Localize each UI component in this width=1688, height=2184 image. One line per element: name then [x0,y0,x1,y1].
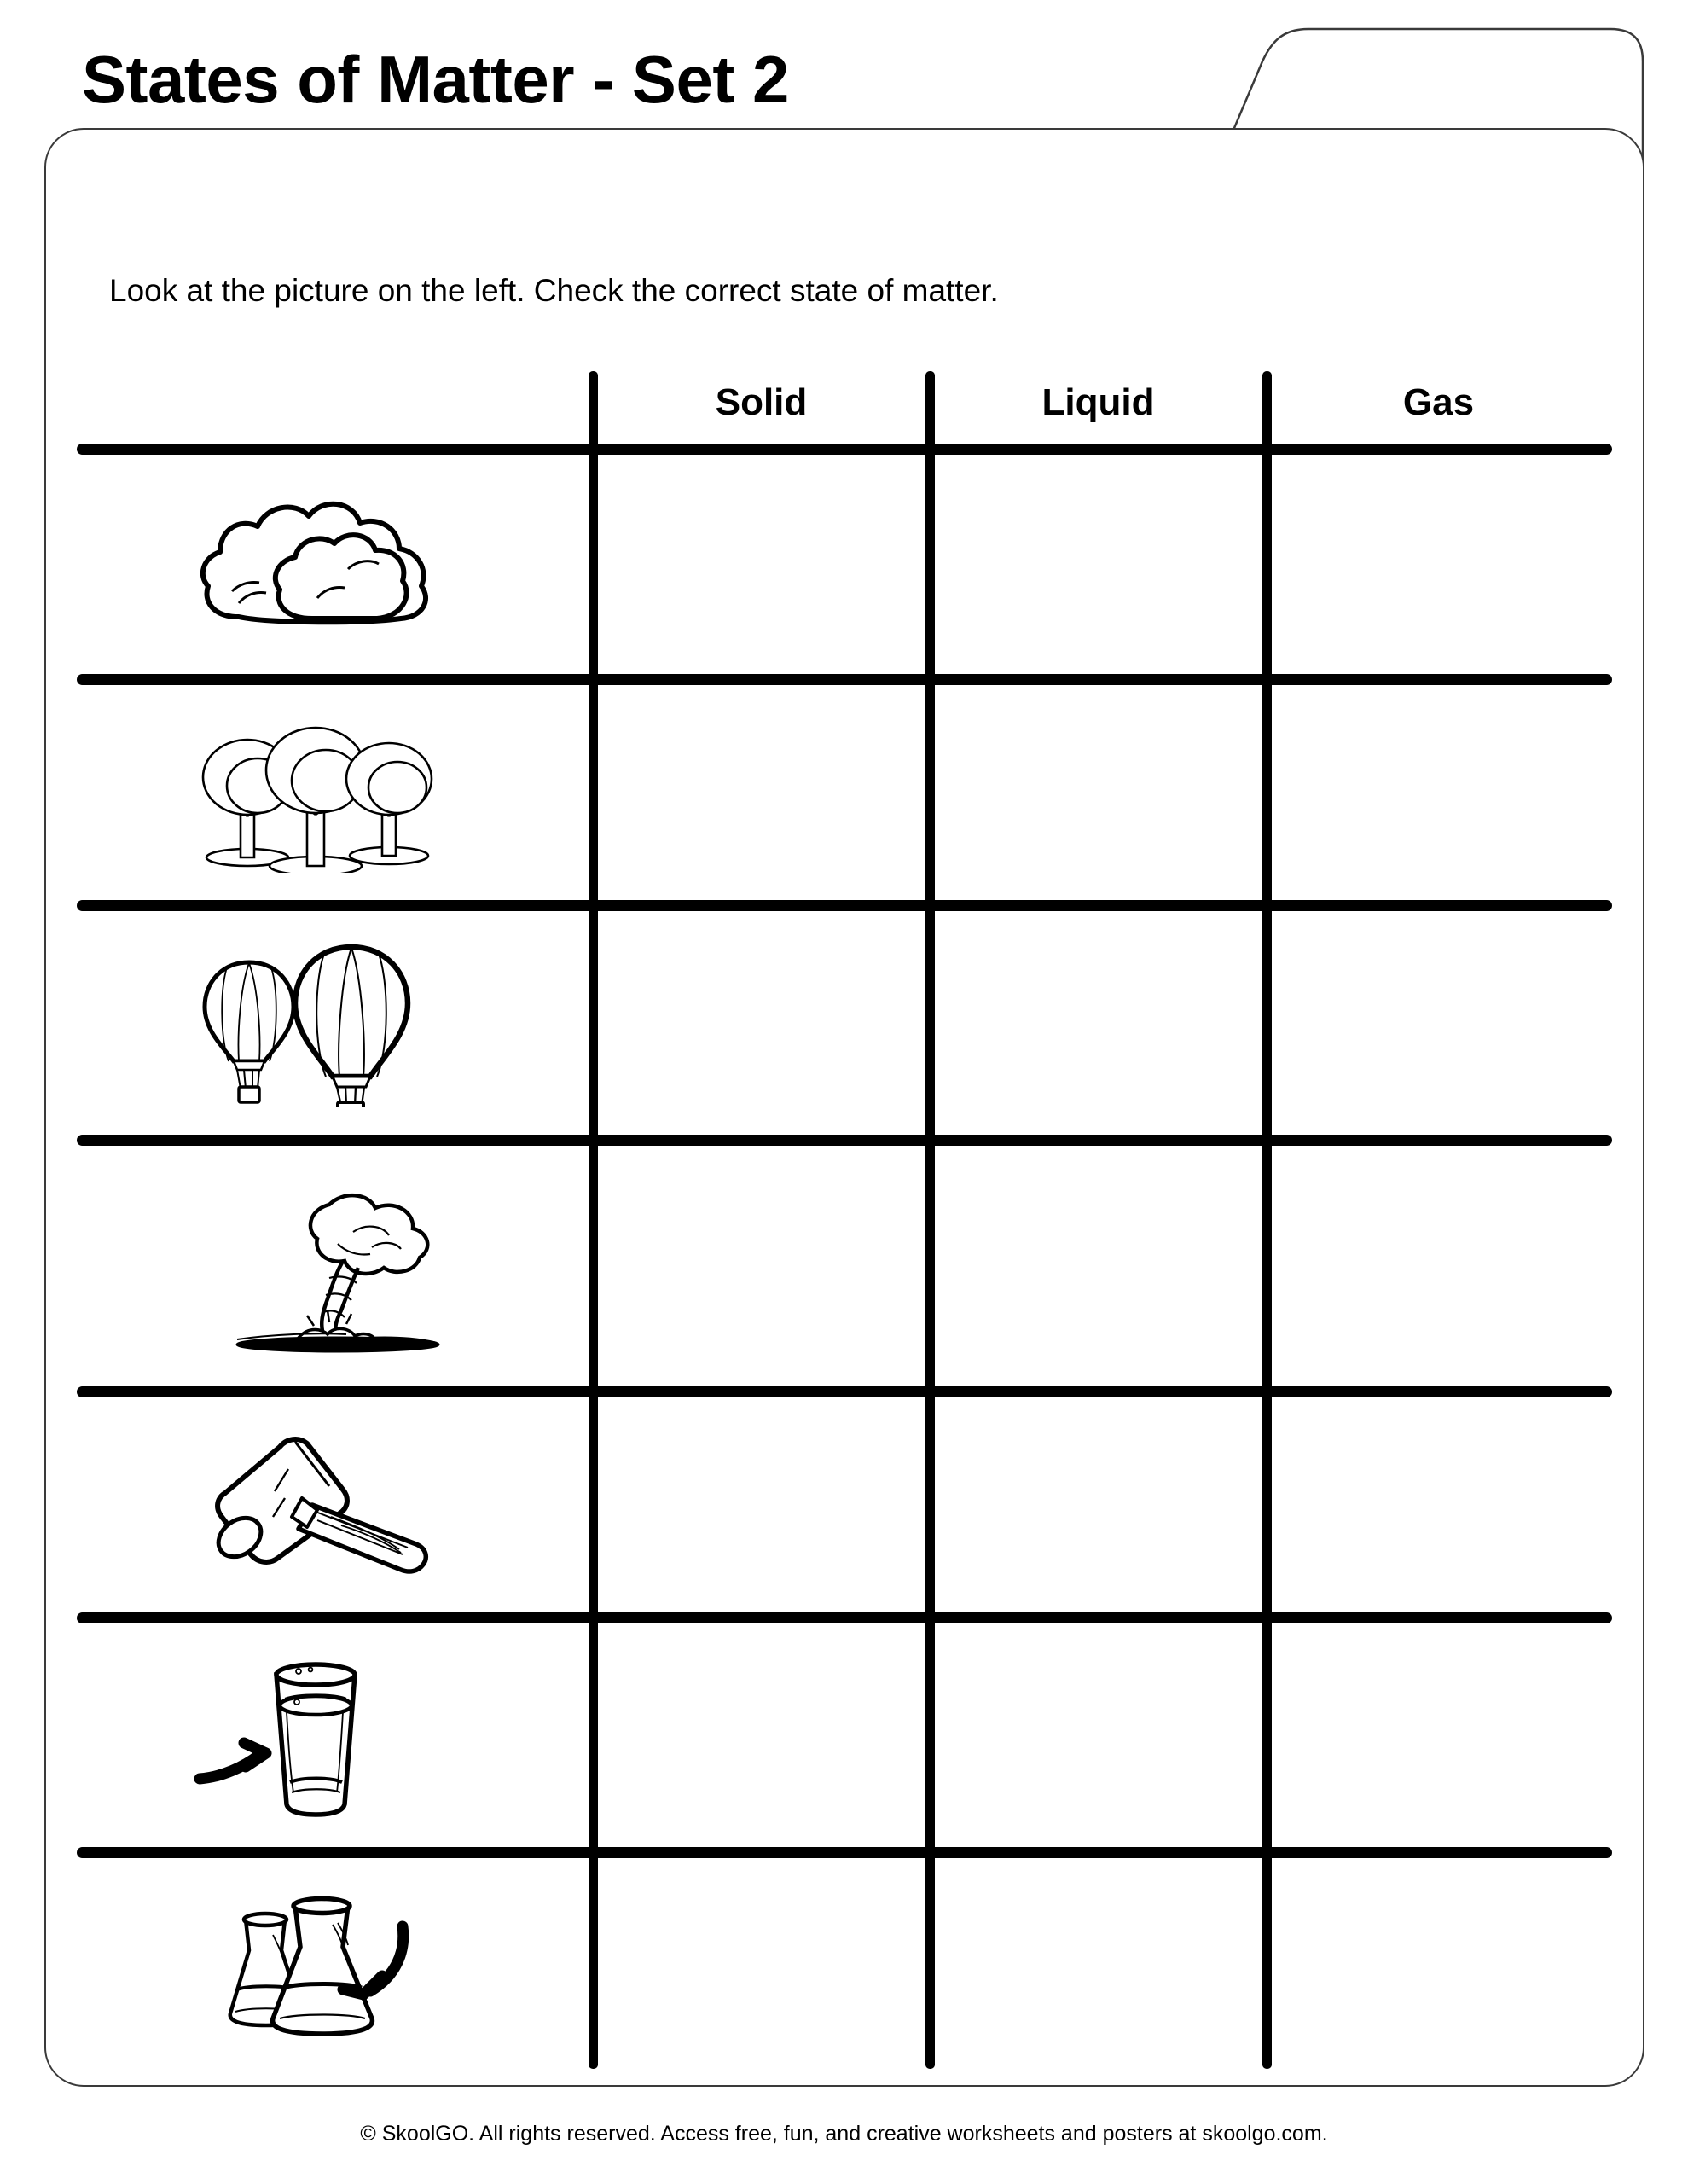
answer-cell-flasks-liquid[interactable] [934,1856,1258,2069]
answer-cell-balloons-solid[interactable] [597,909,921,1130]
answer-cell-smoke-solid[interactable] [597,1143,921,1382]
mallet-icon [188,1423,444,1585]
column-header-solid: Solid [715,381,808,423]
answer-cell-smoke-liquid[interactable] [934,1143,1258,1382]
answer-cell-smoke-gas[interactable] [1271,1143,1604,1382]
picture-cell-glass-of-water [77,1625,554,1843]
footer-copyright: © SkoolGO. All rights reserved. Access free, fun, and creative worksheets and posters at skoolgo.com. [360,2122,1328,2146]
answer-cell-water-solid[interactable] [597,1621,921,1843]
answer-cell-mallet-liquid[interactable] [934,1395,1258,1612]
picture-cell-trees [77,687,554,896]
trees-icon [188,711,444,873]
answer-cell-water-gas[interactable] [1271,1621,1604,1843]
answer-cell-trees-solid[interactable] [597,682,921,896]
answer-cell-cloud-liquid[interactable] [934,452,1258,670]
answer-cell-balloons-gas[interactable] [1271,909,1604,1130]
picture-cell-mallet [77,1399,554,1608]
instruction-text: Look at the picture on the left. Check the correct state of matter. [109,273,999,308]
answer-cell-water-liquid[interactable] [934,1621,1258,1843]
smoke-plume-icon [188,1176,444,1355]
answer-cell-cloud-gas[interactable] [1271,452,1604,670]
answer-cell-balloons-liquid[interactable] [934,909,1258,1130]
answer-cell-cloud-solid[interactable] [597,452,921,670]
answer-cell-flasks-gas[interactable] [1271,1856,1604,2069]
column-header-gas: Gas [1402,381,1475,423]
answer-cell-mallet-solid[interactable] [597,1395,921,1612]
picture-cell-cloud [77,461,554,670]
answer-cell-flasks-solid[interactable] [597,1856,921,2069]
cloud-icon [188,489,444,642]
flasks-icon [188,1884,444,2046]
glass-of-water-icon [188,1649,444,1820]
arrow-into-glass [200,1743,266,1779]
picture-cell-flasks [77,1860,554,2069]
answer-cell-trees-gas[interactable] [1271,682,1604,896]
column-header-liquid: Liquid [1041,381,1155,423]
answer-cell-trees-liquid[interactable] [934,682,1258,896]
picture-cell-hot-air-balloons [77,913,554,1130]
page-title: States of Matter - Set 2 [82,42,789,117]
answer-cell-mallet-gas[interactable] [1271,1395,1604,1612]
picture-cell-smoke-plume [77,1147,554,1382]
hot-air-balloon-icon [188,937,444,1107]
